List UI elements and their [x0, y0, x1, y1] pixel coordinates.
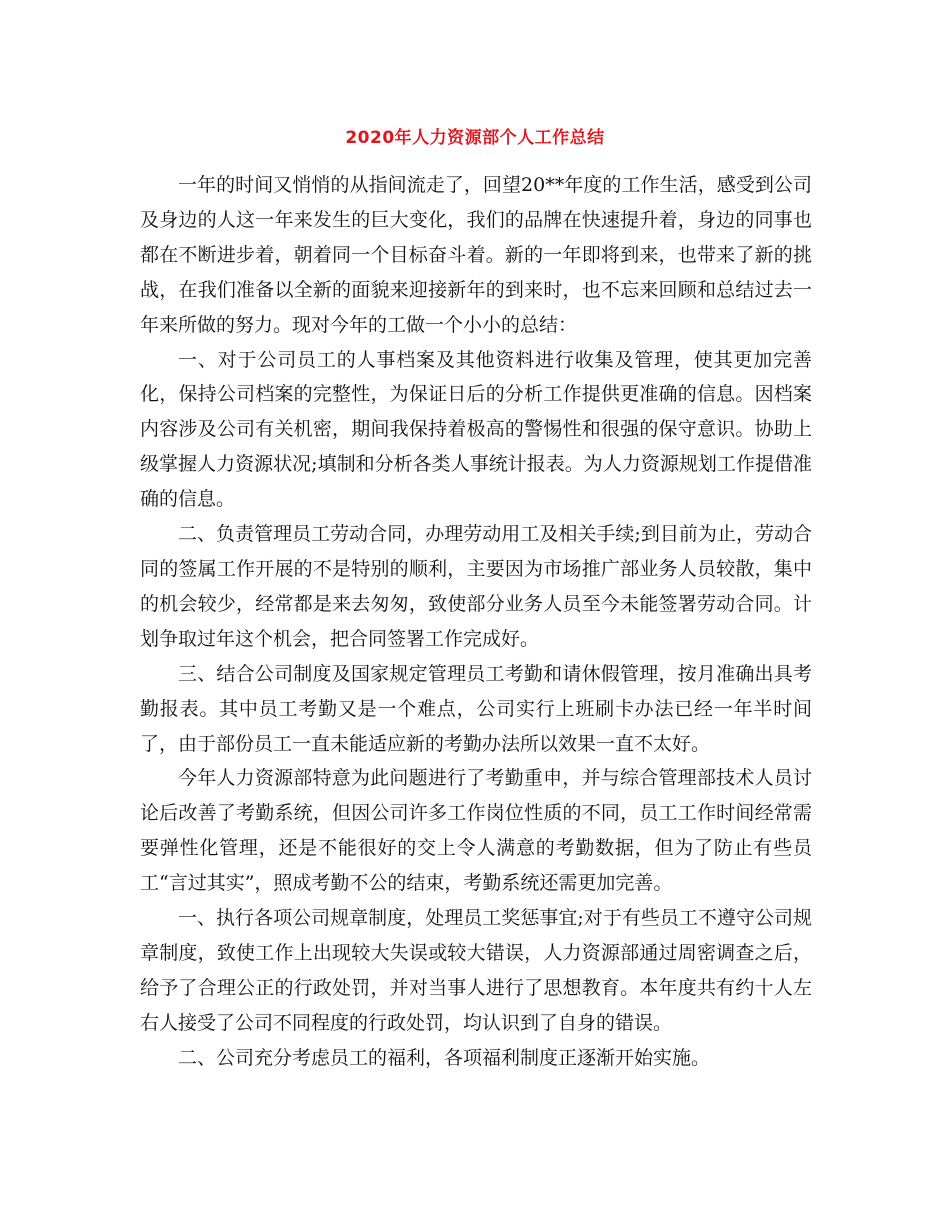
paragraph-attendance-system: 今年人力资源部特意为此问题进行了考勤重申，并与综合管理部技术人员讨论后改善了考勤系统，但因公司许多工作岗位性质的不同，员工工作时间经常需要弹性化管理，还是不能很好的交上令人满意的考勤数据，但为了防止有些员工“言过其实”，照成考勤不公的结束，考勤系统还需更加完善。	[140, 767, 812, 895]
paragraph-archives: 一、对于公司员工的人事档案及其他资料进行收集及管理，使其更加完善化，保持公司档案的完整性，为保证日后的分析工作提供更准确的信息。因档案内容涉及公司有关机密，期间我保持着极高的警惕性和很强的保守意识。协助上级掌握人力资源状况;填制和分析各类人事统计报表。为人力资源规划工作提借准确的信息。	[140, 348, 812, 511]
paragraph-labor-contracts: 二、负责管理员工劳动合同，办理劳动用工及相关手续;到目前为止，劳动合同的签属工作开展的不是特别的顺利，主要因为市场推广部业务人员较散，集中的机会较少，经常都是来去匆匆，致使部分业务人员至今未能签署劳动合同。计划争取过年这个机会，把合同签署工作完成好。	[140, 523, 812, 650]
paragraph-welfare: 二、公司充分考虑员工的福利，各项福利制度正逐渐开始实施。	[178, 1046, 711, 1069]
paragraph-attendance: 三、结合公司制度及国家规定管理员工考勤和请休假管理，按月准确出具考勤报表。其中员工考勤又是一个难点，公司实行上班刷卡办法已经一年半时间了，由于部份员工一直未能适应新的考勤办法所以效果一直不太好。	[140, 662, 812, 755]
paragraph-discipline: 一、执行各项公司规章制度，处理员工奖惩事宜;对于有些员工不遵守公司规章制度，致使工作上出现较大失误或较大错误，人力资源部通过周密调查之后，给予了合理公正的行政处罚，并对当事人进行了思想教育。本年度共有约十人左右人接受了公司不同程度的行政处罚，均认识到了自身的错误。	[140, 907, 812, 1034]
document-title: 2020年人力资源部个人工作总结	[345, 128, 605, 148]
document-body	[140, 168, 812, 1076]
paragraph-intro: 一年的时间又悄悄的从指间流走了，回望20**年度的工作生活，感受到公司及身边的人这一年来发生的巨大变化，我们的品牌在快速提升着，身边的同事也都在不断进步着，朝着同一个目标奋斗着。新的一年即将到来，也带来了新的挑战，在我们准备以全新的面貌来迎接新年的到来时，也不忘来回顾和总结过去一年来所做的努力。现对今年的工做一个小小的总结：	[140, 174, 812, 336]
